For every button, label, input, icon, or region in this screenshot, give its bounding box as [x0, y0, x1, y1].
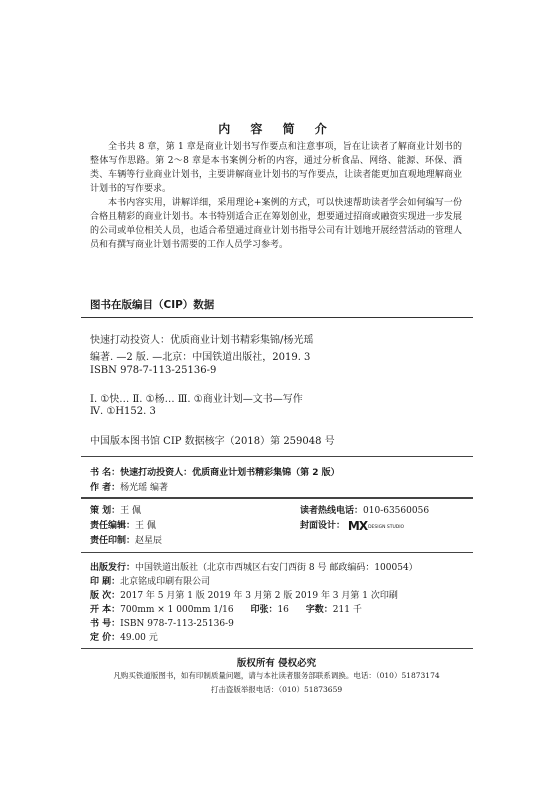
- isbn-label: 书 号：: [90, 619, 121, 629]
- cip-bottom-rule: [81, 456, 473, 457]
- printing-manager-row: [90, 533, 162, 546]
- publisher-value: 中国铁道出版社（北京市西城区右安门西街 8 号 邮政编码：100054）: [135, 563, 418, 573]
- planner-label: 策 划：: [90, 506, 121, 516]
- publication-rule: [81, 648, 473, 649]
- word-count-label: 字数：: [305, 605, 333, 615]
- printing-manager-value: 赵星辰: [135, 536, 163, 546]
- editor-row: [90, 518, 156, 531]
- cip-line-6: 中国版本图书馆 CIP 数据核字（2018）第 259048 号: [90, 436, 335, 447]
- hotline-label: 读者热线电话：: [300, 506, 364, 516]
- summary-paragraph-1: 全书共 8 章，第 1 章是商业计划书写作要点和注意事项，旨在让读者了解商业计划书的整体写作思路。第 2～8 章是本书案例分析的内容，通过分析食品、网络、能源、环保、酒类、车辆等行业商业计划书，主要讲解商业计划书的写作要点，让读者能更加直观地理解商业计划书的写作要求。: [90, 142, 462, 194]
- quality-notice: 凡购买铁道版图书，如有印制质量问题，请与本社读者服务部联系调换。电话：（010）51873174: [113, 671, 440, 680]
- planner-row: [90, 503, 141, 516]
- mx-design-studio-logo: MXDESIGN STUDIO: [347, 518, 405, 533]
- price-row: [90, 630, 158, 643]
- cip-line-5: Ⅳ. ①H152. 3: [90, 406, 156, 417]
- summary-paragraph-2: 本书内容实用，讲解详细，采用理论+案例的方式，可以快速帮助读者学会如何编写一份合格且精彩的商业计划书。本书特别适合正在筹划创业，想要通过招商或融资实现进一步发展的公司或单位相关人员，也适合希望通过商业计划书指导公司有计划地开展经营活动的管理人员和有撰写商业计划书需要的工作人员学习参考。: [90, 198, 462, 250]
- word-count-value: 211 千: [332, 605, 362, 615]
- hotline-value: 010-63560056: [363, 506, 430, 516]
- book-name-label: 书 名：: [90, 468, 121, 478]
- summary-title: 内 容 简 介: [218, 122, 335, 136]
- planner-value: 王 佩: [120, 506, 142, 516]
- publisher-label: 出版发行：: [90, 563, 136, 573]
- cip-line-2: 编著. —2 版. —北京：中国铁道出版社，2019. 3: [90, 352, 311, 363]
- author-row: [90, 480, 168, 493]
- publisher-row: [90, 560, 418, 573]
- edition-row: [90, 588, 398, 601]
- sheets-label: 印张：: [250, 605, 278, 615]
- piracy-hotline: 打击盗版举报电话：（010）51873659: [210, 685, 343, 694]
- printer-row: [90, 574, 210, 587]
- price-label: 定 价：: [90, 633, 121, 643]
- hotline-row: [300, 503, 429, 516]
- cip-line-4: Ⅰ. ①快… Ⅱ. ①杨… Ⅲ. ①商业计划—文书—写作: [90, 394, 303, 405]
- author-value: 杨光瑶 编著: [120, 483, 169, 493]
- cover-design-label: 封面设计：: [300, 521, 346, 531]
- staff-rule: [81, 552, 473, 553]
- author-label: 作 者：: [90, 483, 121, 493]
- book-info-rule: [81, 497, 473, 499]
- editor-label: 责任编辑：: [90, 521, 136, 531]
- book-name-row: [90, 465, 340, 478]
- format-row: [90, 602, 362, 615]
- cip-line-3: ISBN 978-7-113-25136-9: [90, 365, 217, 376]
- cover-design-row: [300, 518, 404, 533]
- edition-label: 版 次：: [90, 591, 121, 601]
- format-value: 700mm × 1 000mm 1/16: [120, 605, 234, 615]
- rights-notice: 版权所有 侵权必究: [236, 658, 317, 669]
- price-value: 49.00 元: [120, 633, 158, 643]
- cip-heading: 图书在版编目（CIP）数据: [90, 299, 215, 311]
- edition-value: 2017 年 5 月第 1 版 2019 年 3 月第 2 版 2019 年 3 月第 1 次印刷: [120, 591, 398, 601]
- format-label: 开 本：: [90, 605, 121, 615]
- editor-value: 王 佩: [135, 521, 156, 531]
- book-name-value: 快速打动投资人：优质商业计划书精彩集锦（第 2 版）: [120, 468, 340, 478]
- printer-value: 北京铭成印刷有限公司: [120, 577, 211, 587]
- summary-body: [90, 140, 462, 252]
- cip-line-1: 快速打动投资人：优质商业计划书精彩集锦/杨光瑶: [90, 335, 314, 346]
- sheets-value: 16: [277, 605, 289, 615]
- isbn-row: [90, 616, 234, 629]
- printing-manager-label: 责任印制：: [90, 536, 136, 546]
- cip-top-rule: [81, 317, 473, 318]
- isbn-value: ISBN 978-7-113-25136-9: [120, 619, 234, 629]
- printer-label: 印 刷：: [90, 577, 121, 587]
